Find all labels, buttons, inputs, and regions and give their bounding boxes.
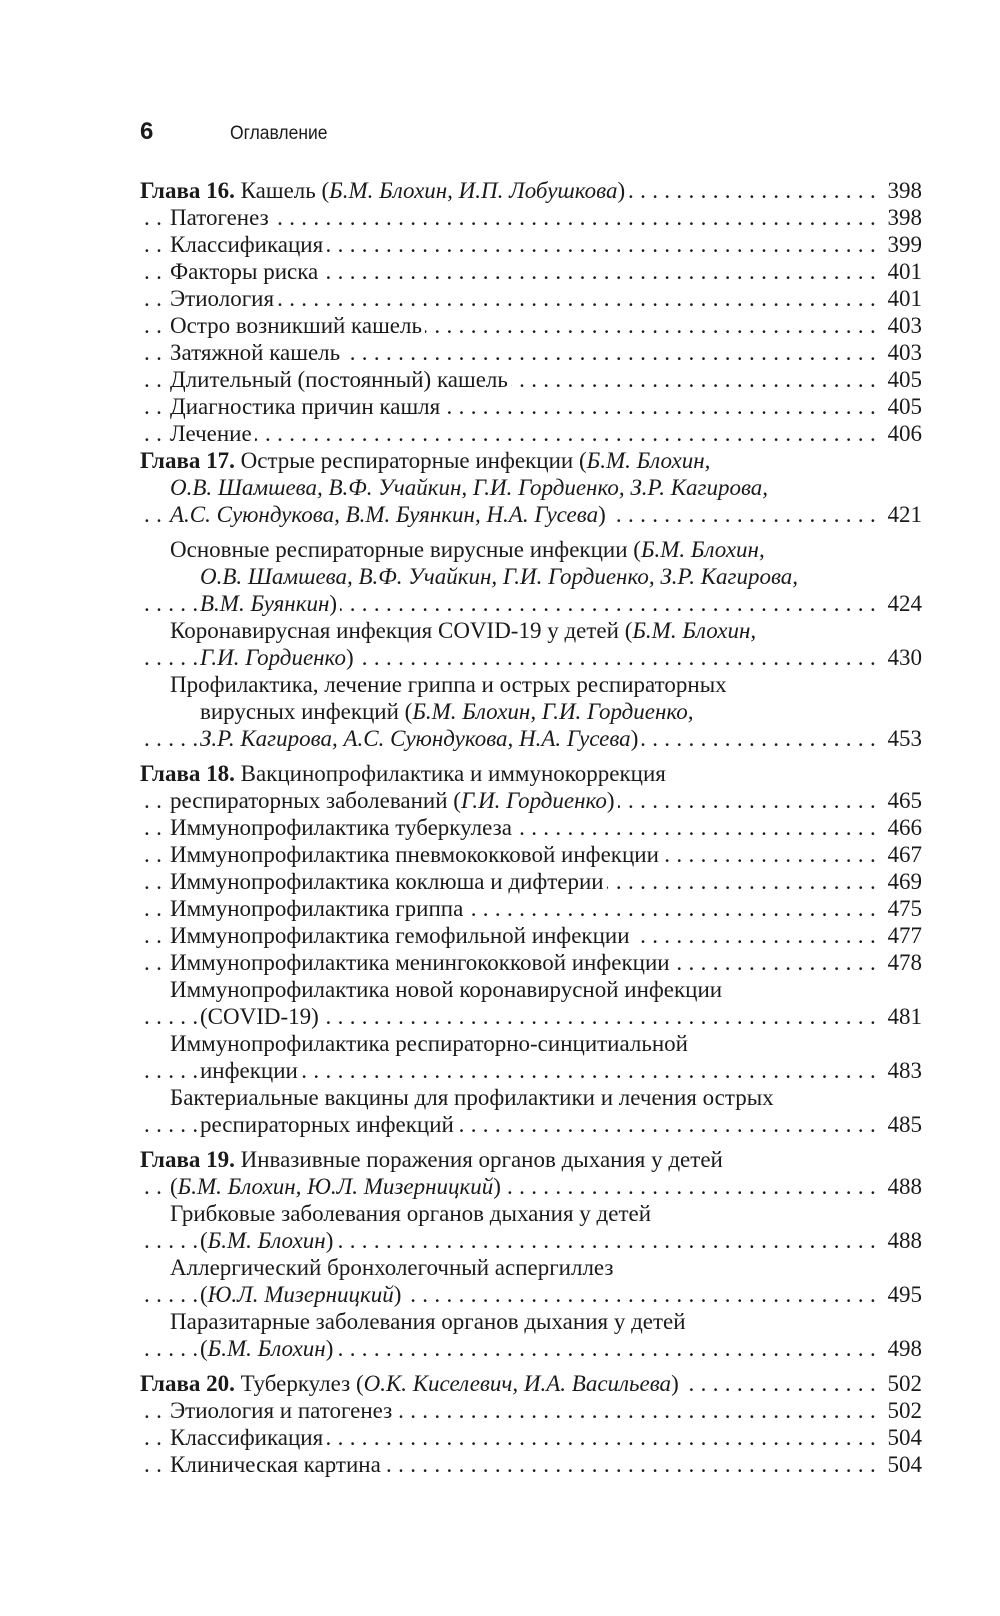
toc-entry[interactable]: Иммунопрофилактика респираторно-синцитиальной bbox=[140, 1030, 922, 1057]
toc-entry[interactable]: Диагностика причин кашля 405 . . . bbox=[140, 393, 922, 420]
toc-entry[interactable]: Иммунопрофилактика гриппа 475 . . . bbox=[140, 895, 922, 922]
toc-section-authors[interactable]: З.Р. Кагирова, А.С. Суюндукова, Н.А. Гусева) 453 . . . bbox=[140, 725, 922, 752]
toc-entry[interactable]: Бактериальные вакцины для профилактики и лечения острых bbox=[140, 1084, 922, 1111]
toc-entry[interactable]: Факторы риска 401 . . . bbox=[140, 258, 922, 285]
toc-entry[interactable]: Иммунопрофилактика пневмококковой инфекции 467 . . . bbox=[140, 841, 922, 868]
page-ref: 421 bbox=[882, 501, 923, 528]
toc-entry[interactable]: Этиология и патогенез 502 . . . bbox=[140, 1397, 922, 1424]
toc-section-authors[interactable]: Г.И. Гордиенко) 430 . . . bbox=[140, 644, 922, 671]
toc-section[interactable]: Основные респираторные вирусные инфекции (Б.М. Блохин, bbox=[140, 536, 922, 563]
toc-section-authors[interactable]: В.М. Буянкин) 424 . . . bbox=[140, 590, 922, 617]
toc-chapter-17-authors: О.В. Шамшева, В.Ф. Учайкин, Г.И. Гордиенко, З.Р. Кагирова, bbox=[140, 474, 922, 501]
toc-entry[interactable]: Этиология 401 . . . bbox=[140, 285, 922, 312]
toc-entry[interactable]: Классификация 399 . . . bbox=[140, 231, 922, 258]
toc-section[interactable]: Паразитарные заболевания органов дыхания у детей bbox=[140, 1308, 922, 1335]
page-header bbox=[140, 118, 336, 150]
toc-section[interactable]: Грибковые заболевания органов дыхания у детей bbox=[140, 1200, 922, 1227]
toc-section-authors[interactable]: (Ю.Л. Мизерницкий) 495 . . . bbox=[140, 1281, 922, 1308]
page-ref: 488 bbox=[882, 1173, 923, 1200]
toc-chapter-17[interactable]: Глава 17. Острые респираторные инфекции (Б.М. Блохин, bbox=[140, 447, 922, 474]
toc-entry[interactable]: Иммунопрофилактика менингококковой инфекции 478 . . . bbox=[140, 949, 922, 976]
toc-section[interactable]: Профилактика, лечение гриппа и острых респираторных bbox=[140, 671, 922, 698]
toc-section-authors[interactable]: (Б.М. Блохин) 498 . . . bbox=[140, 1335, 922, 1362]
running-title: Оглавление bbox=[230, 123, 328, 144]
toc-entry[interactable]: Иммунопрофилактика новой коронавирусной инфекции bbox=[140, 976, 922, 1003]
toc-chapter-19[interactable]: (Б.М. Блохин, Ю.Л. Мизерницкий) 488 . . . bbox=[140, 1173, 922, 1200]
page-ref: 465 bbox=[882, 787, 923, 814]
toc-entry[interactable]: респираторных инфекций 485 . . . bbox=[140, 1111, 922, 1138]
toc-chapter-18[interactable]: Глава 18. Вакцинопрофилактика и иммунокоррекция bbox=[140, 760, 922, 787]
toc-entry[interactable]: Остро возникший кашель 403 . . . bbox=[140, 312, 922, 339]
toc-entry[interactable]: Классификация 504 . . . bbox=[140, 1424, 922, 1451]
toc-entry[interactable]: Иммунопрофилактика туберкулеза 466 . . . bbox=[140, 814, 922, 841]
toc-entry[interactable]: Иммунопрофилактика гемофильной инфекции 477 . . . bbox=[140, 922, 922, 949]
toc-entry[interactable]: Лечение 406 . . . bbox=[140, 420, 922, 447]
toc-section[interactable]: вирусных инфекций (Б.М. Блохин, Г.И. Гордиенко, bbox=[140, 698, 922, 725]
toc-section[interactable]: Коронавирусная инфекция COVID-19 у детей (Б.М. Блохин, bbox=[140, 617, 922, 644]
toc-entry[interactable]: Длительный (постоянный) кашель 405 . . . bbox=[140, 366, 922, 393]
toc-section-authors: О.В. Шамшева, В.Ф. Учайкин, Г.И. Гордиенко, З.Р. Кагирова, bbox=[140, 563, 922, 590]
toc-entry[interactable]: Патогенез 398 . . . bbox=[140, 204, 922, 231]
toc-entry[interactable]: (COVID-19) 481 . . . bbox=[140, 1003, 922, 1030]
toc-entry[interactable]: Затяжной кашель 403 . . . bbox=[140, 339, 922, 366]
toc-section[interactable]: Аллергический бронхолегочный аспергиллез bbox=[140, 1254, 922, 1281]
toc-entry[interactable]: Клиническая картина 504 . . . bbox=[140, 1451, 922, 1478]
toc-chapter-19[interactable]: Глава 19. Инвазивные поражения органов дыхания у детей bbox=[140, 1146, 922, 1173]
toc-entry[interactable]: Иммунопрофилактика коклюша и дифтерии 469 . . . bbox=[140, 868, 922, 895]
page-ref: 502 bbox=[882, 1370, 923, 1397]
toc-chapter-20[interactable]: Глава 20. Туберкулез (О.К. Киселевич, И.А. Васильева) 502 . . . bbox=[140, 1370, 922, 1397]
toc-section-authors[interactable]: (Б.М. Блохин) 488 . . . bbox=[140, 1227, 922, 1254]
toc-chapter-18[interactable]: респираторных заболеваний (Г.И. Гордиенко) 465 . . . bbox=[140, 787, 922, 814]
page-number: 6 bbox=[140, 118, 154, 145]
toc-chapter-17-authors[interactable]: А.С. Суюндукова, В.М. Буянкин, Н.А. Гусева) 421 . . . bbox=[140, 501, 922, 528]
table-of-contents bbox=[140, 177, 922, 1478]
toc-entry[interactable]: инфекции 483 . . . bbox=[140, 1057, 922, 1084]
page-ref: 398 bbox=[882, 177, 923, 204]
toc-chapter-16[interactable]: Глава 16. Кашель (Б.М. Блохин, И.П. Лобушкова) 398 . . . bbox=[140, 177, 922, 204]
